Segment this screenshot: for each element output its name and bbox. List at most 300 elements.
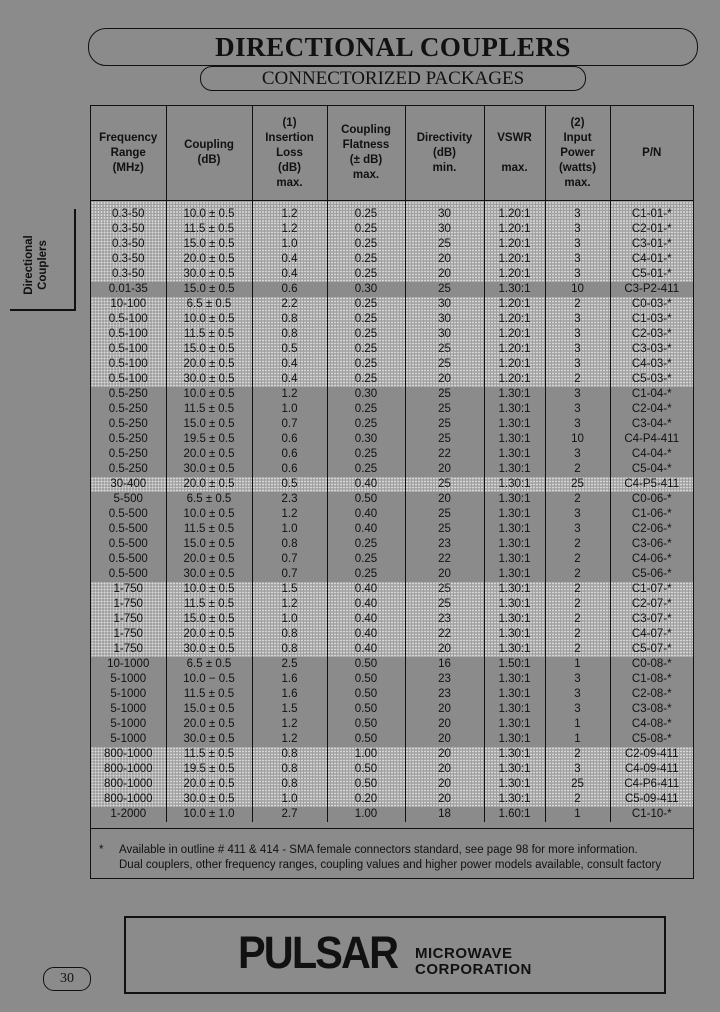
table-row [91, 687, 693, 702]
cell-coupling-flatness: 0.40 [327, 507, 405, 522]
cell-part-number: C2-09-411 [610, 747, 693, 762]
cell-insertion-loss: 1.0 [252, 237, 327, 252]
cell-directivity: 25 [405, 597, 484, 612]
cell-coupling-flatness: 0.40 [327, 582, 405, 597]
cell-vswr: 1.20:1 [484, 222, 545, 237]
cell-part-number: C1-08-* [631, 673, 672, 685]
cell-frequency-range: 0.3-50 [91, 237, 166, 252]
cell-insertion-loss: 2.7 [252, 807, 327, 822]
table-header-row [91, 106, 693, 201]
cell-part-number: C4-04-* [631, 448, 672, 460]
cell-directivity: 20 [405, 252, 484, 267]
cell-part-number: C5-03-* [610, 372, 693, 387]
couplers-table [91, 106, 693, 822]
cell-coupling: 15.0 ± 0.5 [166, 702, 252, 717]
cell-input-power: 3 [545, 267, 610, 282]
cell-input-power: 2 [545, 597, 610, 612]
cell-vswr: 1.30:1 [484, 282, 545, 297]
cell-coupling: 11.5 ± 0.5 [166, 522, 252, 537]
cell-input-power: 3 [545, 417, 610, 432]
cell-input-power: 1 [545, 732, 610, 747]
cell-insertion-loss: 1.6 [252, 687, 327, 702]
cell-directivity: 25 [405, 402, 484, 417]
cell-directivity: 23 [405, 537, 484, 552]
cell-part-number: C0-03-* [610, 297, 693, 312]
cell-part-number: C3-08-* [631, 703, 672, 715]
cell-frequency-range: 0.01-35 [91, 282, 166, 297]
cell-insertion-loss: 1.6 [252, 672, 327, 687]
cell-coupling-flatness: 1.00 [327, 747, 405, 762]
table-row [91, 612, 693, 627]
cell-frequency-range: 0.5-250 [91, 432, 166, 447]
column-header-line: Insertion [265, 131, 314, 144]
cell-directivity: 20 [405, 702, 484, 717]
cell-frequency-range: 5-1000 [91, 717, 166, 732]
table-row [91, 282, 693, 297]
cell-vswr: 1.30:1 [484, 492, 545, 507]
cell-vswr: 1.20:1 [484, 342, 545, 357]
cell-part-number: C5-08-* [631, 733, 672, 745]
column-header-line: Flatness [342, 139, 390, 151]
column-header-line: Frequency [99, 131, 158, 144]
cell-input-power: 1 [545, 807, 610, 822]
cell-coupling-flatness: 0.50 [327, 492, 405, 507]
cell-directivity: 22 [405, 447, 484, 462]
cell-input-power: 2 [545, 792, 610, 807]
logo-line1: MICROWAVE [415, 945, 513, 962]
cell-directivity: 20 [405, 717, 484, 732]
cell-input-power: 3 [545, 342, 610, 357]
cell-coupling: 6.5 ± 0.5 [166, 657, 252, 672]
cell-coupling: 30.0 ± 0.5 [166, 372, 252, 387]
cell-directivity: 22 [405, 552, 484, 567]
cell-coupling-flatness: 0.25 [327, 537, 405, 552]
cell-insertion-loss: 0.6 [252, 447, 327, 462]
cell-insertion-loss: 0.6 [252, 282, 327, 297]
cell-coupling: 20.0 ± 0.5 [166, 552, 252, 567]
cell-frequency-range: 0.5-500 [91, 537, 166, 552]
column-header [166, 106, 252, 201]
cell-part-number: C3-07-* [610, 612, 693, 627]
cell-frequency-range: 1-750 [91, 642, 166, 657]
table-row [91, 717, 693, 732]
cell-directivity: 30 [405, 201, 484, 223]
column-header-line: min. [432, 161, 457, 174]
cell-coupling: 10.0 − 0.5 [166, 672, 252, 687]
cell-coupling-flatness: 0.25 [327, 372, 405, 387]
table-row [91, 582, 693, 597]
cell-input-power: 3 [545, 672, 610, 687]
cell-directivity: 16 [405, 657, 484, 672]
table-row [91, 597, 693, 612]
column-header [610, 106, 693, 201]
cell-coupling: 15.0 ± 0.5 [166, 237, 252, 252]
table-row [91, 267, 693, 282]
cell-coupling-flatness: 0.25 [327, 342, 405, 357]
cell-coupling: 19.5 ± 0.5 [166, 762, 252, 777]
cell-frequency-range: 1-750 [91, 627, 166, 642]
column-header-line: max. [501, 161, 528, 174]
cell-vswr: 1.30:1 [484, 417, 545, 432]
cell-part-number: C1-06-* [631, 508, 672, 520]
cell-coupling: 11.5 ± 0.5 [166, 327, 252, 342]
cell-vswr: 1.60:1 [484, 807, 545, 822]
cell-coupling: 30.0 ± 0.5 [166, 642, 252, 657]
cell-input-power: 3 [545, 687, 610, 702]
cell-coupling: 11.5 ± 0.5 [166, 597, 252, 612]
cell-directivity: 25 [405, 522, 484, 537]
cell-input-power: 3 [545, 522, 610, 537]
cell-insertion-loss: 0.6 [252, 462, 327, 477]
cell-vswr: 1.30:1 [484, 522, 545, 537]
cell-insertion-loss: 0.8 [252, 537, 327, 552]
cell-vswr: 1.30:1 [484, 567, 545, 582]
cell-directivity: 20 [405, 762, 484, 777]
cell-insertion-loss: 1.0 [252, 612, 327, 627]
column-header-line: (dB) [278, 161, 301, 174]
cell-vswr: 1.30:1 [484, 507, 545, 522]
column-header-line: Range [110, 146, 146, 159]
cell-coupling: 15.0 ± 0.5 [166, 342, 252, 357]
cell-directivity: 25 [405, 507, 484, 522]
cell-frequency-range: 5-1000 [91, 687, 166, 702]
table-row [91, 201, 693, 223]
cell-coupling-flatness: 0.20 [327, 792, 405, 807]
couplers-table-frame [90, 105, 694, 829]
cell-frequency-range: 1-750 [91, 597, 166, 612]
column-header-line: max. [564, 176, 591, 189]
cell-part-number: C3-01-* [610, 237, 693, 252]
cell-input-power: 2 [545, 642, 610, 657]
cell-insertion-loss: 1.2 [252, 717, 327, 732]
footnote-text-2: Dual couplers, other frequency ranges, coupling values and higher power models available, consult factory [119, 859, 662, 871]
column-header-line: (2) [570, 116, 585, 129]
cell-frequency-range: 0.5-100 [91, 342, 166, 357]
table-row [91, 777, 693, 792]
cell-input-power: 3 [545, 702, 610, 717]
cell-part-number: C3-03-* [610, 342, 693, 357]
cell-part-number: C2-04-* [631, 403, 672, 415]
cell-frequency-range: 0.5-500 [91, 567, 166, 582]
column-header-line [485, 146, 545, 161]
cell-vswr: 1.30:1 [484, 432, 545, 447]
table-row [91, 237, 693, 252]
page-title: DIRECTIONAL COUPLERS [88, 28, 698, 66]
table-row [91, 372, 693, 387]
cell-input-power: 3 [545, 762, 610, 777]
cell-frequency-range: 0.5-500 [91, 552, 166, 567]
column-header [405, 106, 484, 201]
cell-input-power: 3 [545, 327, 610, 342]
table-row [91, 567, 693, 582]
cell-input-power: 2 [545, 372, 610, 387]
table-row [91, 492, 693, 507]
cell-coupling-flatness: 0.50 [327, 732, 405, 747]
cell-vswr: 1.30:1 [484, 612, 545, 627]
cell-insertion-loss: 1.2 [252, 732, 327, 747]
cell-vswr: 1.20:1 [484, 357, 545, 372]
table-row [91, 387, 693, 402]
table-row [91, 342, 693, 357]
cell-input-power: 2 [545, 537, 610, 552]
cell-directivity: 30 [405, 312, 484, 327]
column-header-line: P/N [642, 146, 662, 159]
cell-coupling-flatness: 0.25 [327, 447, 405, 462]
cell-part-number: C5-04-* [631, 463, 672, 475]
cell-frequency-range: 0.3-50 [91, 267, 166, 282]
cell-coupling: 30.0 ± 0.5 [166, 792, 252, 807]
table-row [91, 462, 693, 477]
cell-coupling: 11.5 ± 0.5 [166, 747, 252, 762]
cell-part-number: C1-10-* [631, 808, 672, 820]
cell-frequency-range: 0.5-500 [91, 522, 166, 537]
page-subtitle: CONNECTORIZED PACKAGES [200, 66, 586, 91]
cell-coupling-flatness: 0.25 [327, 567, 405, 582]
cell-coupling: 6.5 ± 0.5 [166, 492, 252, 507]
cell-coupling: 20.0 ± 0.5 [166, 357, 252, 372]
cell-part-number: C1-04-* [631, 388, 672, 400]
cell-coupling-flatness: 0.25 [327, 417, 405, 432]
cell-input-power: 3 [545, 357, 610, 372]
table-row [91, 807, 693, 822]
cell-frequency-range: 0.5-500 [91, 507, 166, 522]
cell-vswr: 1.20:1 [484, 297, 545, 312]
cell-coupling-flatness: 0.25 [327, 357, 405, 372]
cell-insertion-loss: 1.5 [252, 702, 327, 717]
cell-input-power: 1 [545, 717, 610, 732]
cell-insertion-loss: 0.8 [252, 777, 327, 792]
cell-directivity: 20 [405, 462, 484, 477]
table-row [91, 552, 693, 567]
cell-coupling: 20.0 ± 0.5 [166, 447, 252, 462]
cell-input-power: 2 [545, 612, 610, 627]
cell-directivity: 25 [405, 282, 484, 297]
cell-coupling: 30.0 ± 0.5 [166, 462, 252, 477]
cell-coupling: 30.0 ± 0.5 [166, 732, 252, 747]
cell-frequency-range: 5-500 [91, 492, 166, 507]
cell-input-power: 3 [545, 312, 610, 327]
cell-frequency-range: 0.5-100 [91, 357, 166, 372]
cell-part-number: C2-06-* [631, 523, 672, 535]
table-row [91, 792, 693, 807]
column-header-line: Directivity [416, 131, 473, 144]
cell-directivity: 23 [405, 687, 484, 702]
footnote-text-1: Available in outline # 411 & 414 - SMA female connectors standard, see page 98 for more information. [119, 844, 638, 856]
cell-insertion-loss: 0.6 [252, 432, 327, 447]
cell-frequency-range: 1-750 [91, 612, 166, 627]
cell-directivity: 20 [405, 747, 484, 762]
cell-coupling: 20.0 ± 0.5 [166, 777, 252, 792]
section-tab-line2: Couplers [37, 240, 49, 290]
cell-coupling: 10.0 ± 0.5 [166, 201, 252, 223]
company-logo-subtitle [415, 946, 532, 978]
cell-coupling-flatness: 0.40 [327, 642, 405, 657]
cell-input-power: 25 [545, 777, 610, 792]
column-header-line: Coupling [341, 124, 391, 136]
cell-insertion-loss: 0.7 [252, 552, 327, 567]
cell-part-number: C0-08-* [631, 658, 672, 670]
cell-insertion-loss: 0.5 [252, 477, 327, 492]
cell-insertion-loss: 0.8 [252, 627, 327, 642]
cell-part-number: C3-04-* [631, 418, 672, 430]
table-row [91, 417, 693, 432]
cell-coupling: 10.0 ± 0.5 [166, 312, 252, 327]
cell-directivity: 30 [405, 222, 484, 237]
cell-coupling: 20.0 ± 0.5 [166, 627, 252, 642]
cell-vswr: 1.20:1 [484, 201, 545, 223]
cell-vswr: 1.30:1 [484, 672, 545, 687]
column-header [327, 106, 405, 201]
column-header-line: (watts) [558, 161, 597, 174]
table-row [91, 642, 693, 657]
cell-frequency-range: 0.3-50 [91, 222, 166, 237]
cell-directivity: 18 [405, 807, 484, 822]
cell-vswr: 1.30:1 [484, 582, 545, 597]
cell-coupling-flatness: 0.25 [327, 267, 405, 282]
cell-part-number: C4-08-* [631, 718, 672, 730]
cell-insertion-loss: 1.5 [252, 582, 327, 597]
table-row [91, 762, 693, 777]
cell-coupling: 30.0 ± 0.5 [166, 267, 252, 282]
cell-insertion-loss: 0.8 [252, 642, 327, 657]
cell-insertion-loss: 1.2 [252, 387, 327, 402]
cell-part-number: C2-08-* [631, 688, 672, 700]
cell-coupling-flatness: 0.25 [327, 237, 405, 252]
cell-insertion-loss: 1.0 [252, 522, 327, 537]
cell-part-number: C1-03-* [610, 312, 693, 327]
table-row [91, 657, 693, 672]
cell-insertion-loss: 0.4 [252, 267, 327, 282]
cell-coupling: 10.0 ± 1.0 [166, 807, 252, 822]
cell-insertion-loss: 0.8 [252, 747, 327, 762]
cell-frequency-range: 0.5-100 [91, 312, 166, 327]
cell-insertion-loss: 0.7 [252, 417, 327, 432]
cell-vswr: 1.20:1 [484, 267, 545, 282]
cell-frequency-range: 0.5-250 [91, 402, 166, 417]
cell-directivity: 25 [405, 432, 484, 447]
cell-vswr: 1.20:1 [484, 372, 545, 387]
cell-input-power: 2 [545, 747, 610, 762]
cell-coupling-flatness: 0.50 [327, 717, 405, 732]
column-header [484, 106, 545, 201]
table-row [91, 327, 693, 342]
cell-input-power: 3 [545, 402, 610, 417]
cell-insertion-loss: 2.3 [252, 492, 327, 507]
column-header-line: max. [352, 169, 380, 181]
cell-part-number: C2-07-* [610, 597, 693, 612]
cell-input-power: 3 [545, 387, 610, 402]
cell-input-power: 2 [545, 627, 610, 642]
cell-frequency-range: 1-750 [91, 582, 166, 597]
column-header [91, 106, 166, 201]
cell-vswr: 1.30:1 [484, 477, 545, 492]
cell-coupling: 10.0 ± 0.5 [166, 507, 252, 522]
cell-part-number: C4-P6-411 [610, 777, 693, 792]
cell-coupling: 15.0 ± 0.5 [166, 537, 252, 552]
cell-coupling-flatness: 0.40 [327, 522, 405, 537]
cell-insertion-loss: 0.8 [252, 327, 327, 342]
cell-vswr: 1.30:1 [484, 747, 545, 762]
cell-vswr: 1.30:1 [484, 402, 545, 417]
cell-coupling-flatness: 0.30 [327, 432, 405, 447]
column-header-line: (1) [282, 116, 297, 129]
cell-directivity: 20 [405, 642, 484, 657]
column-header-line: (dB) [433, 146, 456, 159]
cell-insertion-loss: 1.2 [252, 507, 327, 522]
cell-insertion-loss: 2.5 [252, 657, 327, 672]
cell-vswr: 1.30:1 [484, 627, 545, 642]
cell-insertion-loss: 0.5 [252, 342, 327, 357]
cell-coupling-flatness: 0.30 [327, 282, 405, 297]
cell-input-power: 2 [545, 492, 610, 507]
cell-vswr: 1.30:1 [484, 777, 545, 792]
cell-vswr: 1.30:1 [484, 687, 545, 702]
cell-part-number: C3-P2-411 [624, 283, 680, 295]
cell-input-power: 2 [545, 552, 610, 567]
cell-frequency-range: 5-1000 [91, 672, 166, 687]
cell-part-number: C4-03-* [610, 357, 693, 372]
cell-input-power: 3 [545, 222, 610, 237]
column-header [252, 106, 327, 201]
cell-frequency-range: 0.5-100 [91, 372, 166, 387]
cell-part-number: C4-P4-411 [624, 433, 680, 445]
cell-vswr: 1.20:1 [484, 327, 545, 342]
cell-part-number: C0-06-* [631, 493, 672, 505]
cell-vswr: 1.30:1 [484, 702, 545, 717]
cell-frequency-range: 0.5-100 [91, 327, 166, 342]
cell-directivity: 25 [405, 237, 484, 252]
cell-part-number: C1-07-* [610, 582, 693, 597]
cell-coupling-flatness: 0.50 [327, 687, 405, 702]
cell-part-number: C4-06-* [631, 553, 672, 565]
cell-insertion-loss: 0.4 [252, 372, 327, 387]
cell-directivity: 22 [405, 627, 484, 642]
cell-directivity: 20 [405, 267, 484, 282]
cell-coupling: 15.0 ± 0.5 [166, 282, 252, 297]
cell-insertion-loss: 0.8 [252, 762, 327, 777]
cell-input-power: 10 [545, 282, 610, 297]
cell-frequency-range: 10-1000 [91, 657, 166, 672]
table-row [91, 672, 693, 687]
cell-frequency-range: 5-1000 [91, 702, 166, 717]
cell-input-power: 3 [545, 252, 610, 267]
cell-coupling: 11.5 ± 0.5 [166, 402, 252, 417]
cell-coupling-flatness: 0.50 [327, 777, 405, 792]
cell-vswr: 1.20:1 [484, 312, 545, 327]
table-row [91, 402, 693, 417]
cell-input-power: 3 [545, 507, 610, 522]
column-header-line: Loss [276, 146, 303, 159]
cell-coupling-flatness: 0.25 [327, 252, 405, 267]
cell-directivity: 20 [405, 567, 484, 582]
cell-coupling: 19.5 ± 0.5 [166, 432, 252, 447]
company-logo: PULSAR [238, 927, 398, 978]
cell-part-number: C3-06-* [631, 538, 672, 550]
section-tab-line1: Directional [23, 235, 35, 295]
cell-part-number: C5-07-* [610, 642, 693, 657]
table-row [91, 522, 693, 537]
cell-vswr: 1.30:1 [484, 537, 545, 552]
cell-insertion-loss: 0.8 [252, 312, 327, 327]
cell-insertion-loss: 1.0 [252, 402, 327, 417]
cell-frequency-range: 0.5-250 [91, 462, 166, 477]
cell-directivity: 25 [405, 477, 484, 492]
cell-directivity: 25 [405, 357, 484, 372]
cell-insertion-loss: 1.0 [252, 792, 327, 807]
cell-vswr: 1.30:1 [484, 552, 545, 567]
table-row [91, 537, 693, 552]
column-header [545, 106, 610, 201]
